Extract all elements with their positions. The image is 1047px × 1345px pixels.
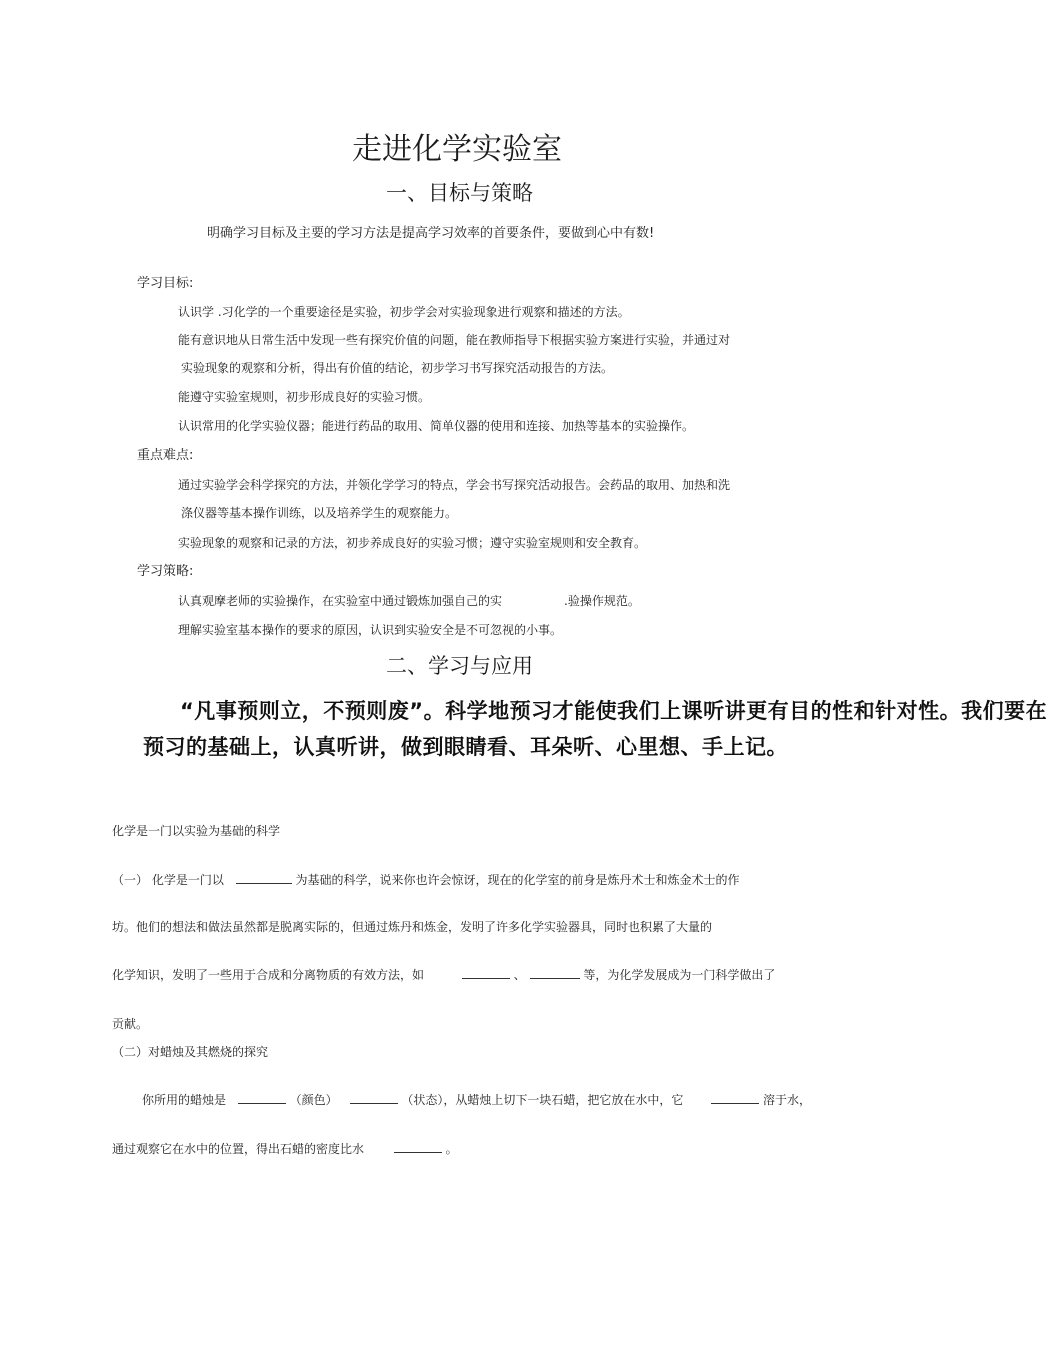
goal-item: 实验现象的观察和分析，得出有价值的结论，初步学习书写探究活动报告的方法。 bbox=[181, 361, 614, 375]
preview-quote-line-2: 预习的基础上，认真听讲，做到眼睛看、耳朵听、心里想、手上记。 bbox=[143, 735, 788, 759]
focus-label: 重点难点: bbox=[137, 448, 194, 463]
paragraph-1-text: 、 bbox=[513, 968, 526, 982]
fill-blank[interactable] bbox=[238, 1090, 286, 1104]
goal-item: 能有意识地从日常生活中发现一些有探究价值的问题，能在教师指导下根据实验方案进行实验，并通过对 bbox=[178, 333, 731, 347]
paragraph-2-text: （颜色） bbox=[289, 1093, 338, 1107]
paragraph-1-line-4: 贡献。 bbox=[112, 1017, 149, 1031]
fill-blank[interactable] bbox=[711, 1090, 759, 1104]
paragraph-2-text: 溶于水， bbox=[763, 1093, 812, 1107]
paragraph-2-text: 通过观察它在水中的位置，得出石蜡的密度比水 bbox=[112, 1142, 365, 1156]
paragraph-2-line-1 bbox=[142, 1090, 811, 1108]
goals-label: 学习目标: bbox=[137, 276, 194, 291]
focus-item: 涤仪器等基本操作训练，以及培养学生的观察能力。 bbox=[181, 506, 458, 520]
goal-item: 认识常用的化学实验仪器；能进行药品的取用、简单仪器的使用和连接、加热等基本的实验操作。 bbox=[178, 419, 695, 433]
paragraph-1-line-2: 坊。他们的想法和做法虽然都是脱离实际的，但通过炼丹和炼金，发明了许多化学实验器具，同时也积累了大量的 bbox=[112, 920, 713, 934]
subsection-2-title: （二）对蜡烛及其燃烧的探究 bbox=[112, 1045, 269, 1059]
paragraph-1-text: 等，为化学发展成为一门科学做出了 bbox=[583, 968, 776, 982]
paragraph-2-text: （状态），从蜡烛上切下一块石蜡，把它放在水中，它 bbox=[401, 1093, 684, 1107]
paragraph-2-text: 你所用的蜡烛是 bbox=[142, 1093, 227, 1107]
strategy-item-1a: 认真观摩老师的实验操作，在实验室中通过锻炼加强自己的实 bbox=[178, 594, 503, 608]
topic-title: 化学是一门以实验为基础的科学 bbox=[112, 824, 281, 838]
strategy-item: 理解实验室基本操作的要求的原因，认识到实验安全是不可忽视的小事。 bbox=[178, 623, 563, 637]
section1-heading: 一、目标与策略 bbox=[386, 181, 533, 205]
preview-quote-line-1: “凡事预则立，不预则废”。科学地预习才能使我们上课听讲更有目的性和针对性。我们要在 bbox=[180, 699, 1047, 723]
fill-blank[interactable] bbox=[236, 870, 292, 884]
focus-item: 通过实验学会科学探究的方法，并领化学学习的特点，学会书写探究活动报告。会药品的取用、加热和洗 bbox=[178, 478, 731, 492]
strategy-label: 学习策略: bbox=[137, 564, 194, 579]
paragraph-1-text: 化学知识，发明了一些用于合成和分离物质的有效方法，如 bbox=[112, 968, 425, 982]
paragraph-1-line-3 bbox=[112, 965, 775, 983]
goal-item: 认识学 .习化学的一个重要途径是实验，初步学会对实验现象进行观察和描述的方法。 bbox=[178, 305, 630, 319]
paragraph-1-text: 为基础的科学，说来你也许会惊讶，现在的化学室的前身是炼丹术士和炼金术士的作 bbox=[295, 873, 740, 887]
strategy-item-1b: .验操作规范。 bbox=[564, 594, 640, 608]
paragraph-2-line-2 bbox=[112, 1139, 458, 1157]
paragraph-1-line-1 bbox=[112, 870, 740, 888]
focus-item: 实验现象的观察和记录的方法，初步养成良好的实验习惯；遵守实验室规则和安全教育。 bbox=[178, 536, 647, 550]
section2-heading: 二、学习与应用 bbox=[386, 654, 533, 678]
section1-intro: 明确学习目标及主要的学习方法是提高学习效率的首要条件，要做到心中有数! bbox=[207, 226, 655, 241]
paragraph-2-text: 。 bbox=[445, 1142, 458, 1156]
paragraph-1-text: （一） 化学是一门以 bbox=[112, 873, 224, 887]
fill-blank[interactable] bbox=[350, 1090, 398, 1104]
page-title: 走进化学实验室 bbox=[352, 132, 562, 167]
goal-item: 能遵守实验室规则，初步形成良好的实验习惯。 bbox=[178, 390, 431, 404]
fill-blank[interactable] bbox=[394, 1139, 442, 1153]
fill-blank[interactable] bbox=[462, 965, 510, 979]
fill-blank[interactable] bbox=[530, 965, 580, 979]
